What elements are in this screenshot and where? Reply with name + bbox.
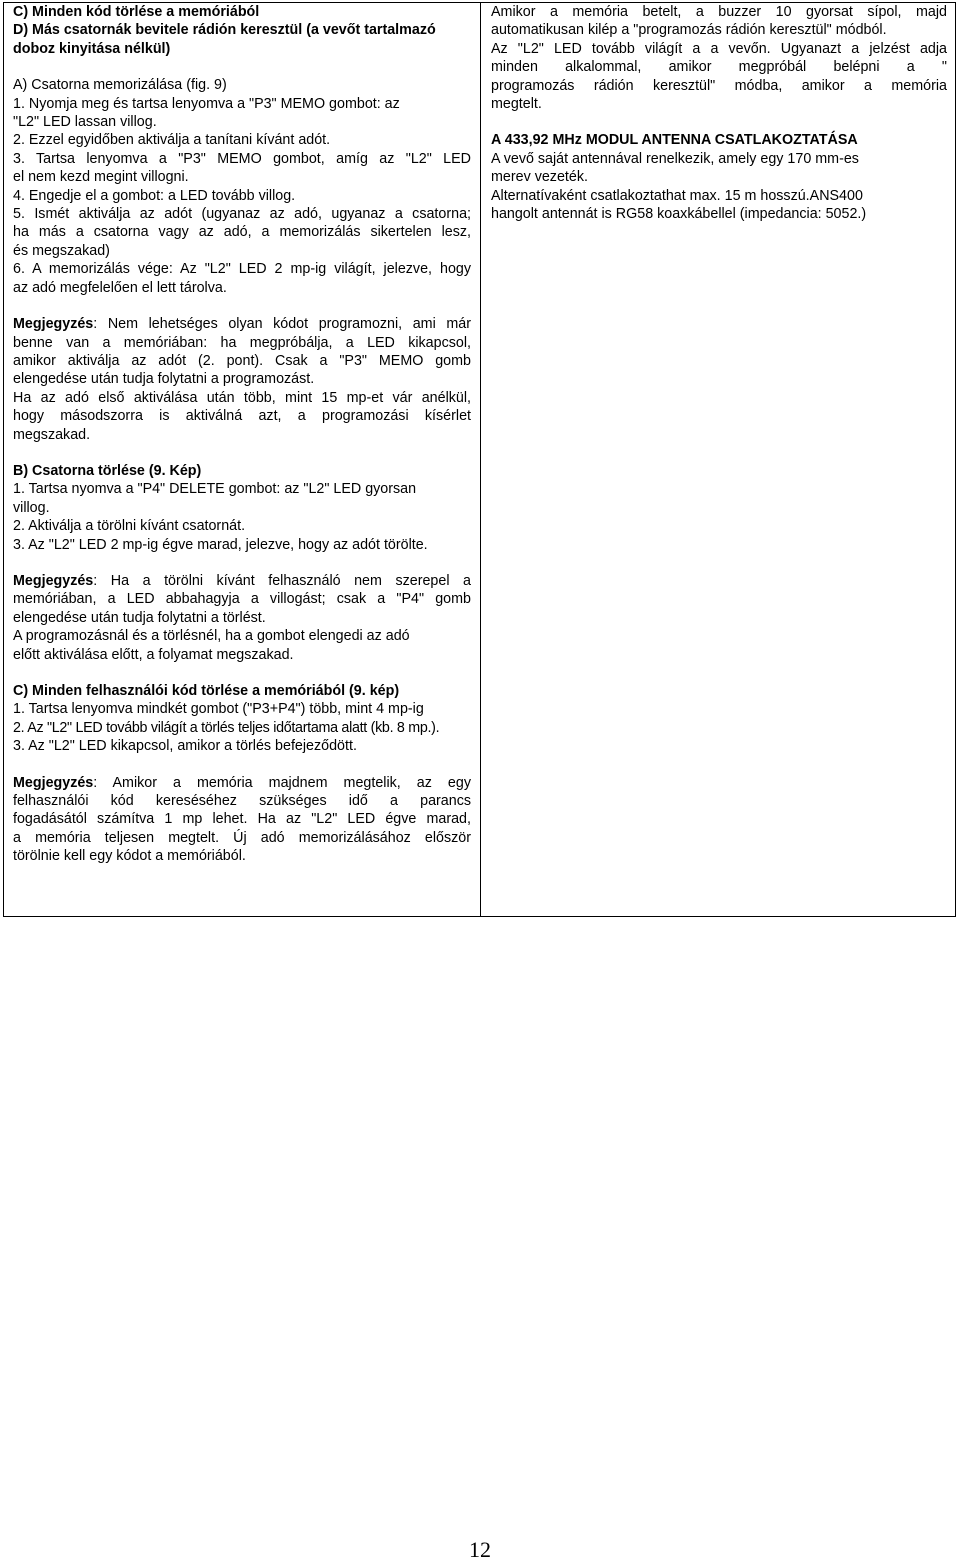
note-label: Megjegyzés (13, 572, 94, 589)
step-line: 6. A memorizálás vége: Az "L2" LED 2 mp-ig világít, jelezve, hogy (13, 261, 471, 278)
step-line: 3. Az "L2" LED kikapcsol, amikor a törlés befejeződött. (13, 738, 357, 755)
step-line: 1. Nyomja meg és tartsa lenyomva a "P3" MEMO gombot: az (13, 95, 400, 112)
note-line: memóriában, a LED abbahagyja a villogást; csak a "P4" gomb (13, 591, 471, 608)
note-line: előtt aktiválása előtt, a folyamat megszakad. (13, 646, 294, 663)
step-line: és megszakad) (13, 242, 110, 259)
antenna-section (491, 131, 947, 223)
step-line: 2. Ezzel egyidőben aktiválja a tanítani kívánt adót. (13, 132, 331, 149)
step-line: 5. Ismét aktiválja az adót (ugyanaz az adó, ugyanaz a csatorna; (13, 206, 471, 223)
step-line: az adó megfelelően el lett tárolva. (13, 279, 227, 296)
paragraph-line: programozás rádión keresztül" módba, amikor a memória (491, 77, 947, 94)
step-line: el nem kezd megint villogni. (13, 169, 189, 186)
note-line: megszakad. (13, 426, 91, 443)
note-1 (13, 315, 471, 444)
section-c (13, 682, 471, 756)
antenna-title: A 433,92 MHz MODUL ANTENNA CSATLAKOZTATÁSA (491, 132, 858, 149)
note-line: Megjegyzés: Ha a törölni kívánt felhasználó nem szerepel a (13, 572, 471, 589)
note-line: a memória teljesen megtelt. Új adó memorizálásához először (13, 829, 471, 846)
section-a-title: A) Csatorna memorizálása (fig. 9) (13, 77, 227, 94)
paragraph-line: megtelt. (491, 96, 542, 113)
note-line: Megjegyzés: Nem lehetséges olyan kódot programozni, ami már (13, 316, 471, 333)
step-line: 3. Az "L2" LED 2 mp-ig égve marad, jelezve, hogy az adót törölte. (13, 536, 428, 553)
note-line: elengedése után tudja folytatni a programozást. (13, 371, 315, 388)
note-3 (13, 774, 471, 866)
section-b-title: B) Csatorna törlése (9. Kép) (13, 462, 202, 479)
column-divider (480, 2, 481, 917)
note-label: Megjegyzés (13, 316, 94, 333)
left-column (13, 3, 471, 866)
step-line: 2. Az "L2" LED tovább világít a törlés teljes időtartama alatt (kb. 8 mp.). (13, 719, 440, 736)
section-c-title: C) Minden felhasználói kód törlése a memóriából (9. kép) (13, 683, 400, 699)
note-2 (13, 572, 471, 664)
note-line: amikor aktiválja az adót (2. pont). Csak a "P3" MEMO gomb (13, 352, 471, 369)
step-line: villog. (13, 499, 50, 516)
section-b (13, 462, 471, 554)
step-line: ha más a csatorna vagy az adó, a memorizálás sikertelen lesz, (13, 224, 471, 241)
antenna-line: A vevő saját antennával renelkezik, amely egy 170 mm-es (491, 150, 859, 167)
note-line: hogy másodszorra is aktiválná azt, a programozási kísérlet (13, 408, 471, 425)
step-line: "L2" LED lassan villog. (13, 114, 157, 131)
note-line: benne van a memóriában: ha megpróbálja, a LED kikapcsol, (13, 334, 471, 351)
step-line: 1. Tartsa lenyomva mindkét gombot ("P3+P4") több, mint 4 mp-ig (13, 701, 424, 718)
step-line: 4. Engedje el a gombot: a LED tovább villog. (13, 187, 296, 204)
note-line: A programozásnál és a törlésnél, ha a gombot elengedi az adó (13, 628, 410, 645)
paragraph-line: Az "L2" LED tovább világít a a vevőn. Ugyanazt a jelzést adja (491, 40, 947, 57)
note-line: Megjegyzés: Amikor a memória majdnem megtelik, az egy (13, 774, 471, 791)
note-line: fogadásától számítva 1 mp lehet. Ha az "L2" LED égve marad, (13, 811, 471, 828)
page-number: 12 (469, 1537, 491, 1562)
antenna-line: merev vezeték. (491, 169, 588, 186)
section-a (13, 76, 471, 297)
antenna-line: Alternatívaként csatlakoztathat max. 15 m hosszú.ANS400 (491, 187, 863, 204)
paragraph-line: automatikusan kilép a "programozás rádión keresztül" módból. (491, 22, 887, 39)
right-column (491, 3, 947, 223)
memory-full-paragraph (491, 3, 947, 113)
note-line: felhasználói kód kereséséhez szükséges idő a parancs (13, 793, 471, 810)
antenna-line: hangolt antennát is RG58 koaxkábellel (impedancia: 5052.) (491, 206, 867, 223)
note-label: Megjegyzés (13, 774, 94, 791)
note-line: elengedése után tudja folytatni a törlést. (13, 609, 266, 626)
heading-line: D) Más csatornák bevitele rádión keresztül (a vevőt tartalmazó (13, 22, 436, 39)
note-line: Ha az adó első aktiválása után több, mint 15 mp-et vár anélkül, (13, 389, 471, 406)
paragraph-line: minden alkalommal, amikor megpróbál belépni a " (491, 59, 947, 76)
note-line: törölnie kell egy kódot a memóriából. (13, 848, 246, 865)
left-heading-block (13, 3, 471, 58)
paragraph-line: Amikor a memória betelt, a buzzer 10 gyorsat sípol, majd (491, 4, 947, 20)
heading-line: doboz kinyitása nélkül) (13, 40, 171, 57)
step-line: 3. Tartsa lenyomva a "P3" MEMO gombot, amíg az "L2" LED (13, 150, 471, 167)
step-line: 2. Aktiválja a törölni kívánt csatornát. (13, 518, 246, 535)
heading-line: C) Minden kód törlése a memóriából (13, 4, 260, 20)
step-line: 1. Tartsa nyomva a "P4" DELETE gombot: az "L2" LED gyorsan (13, 481, 417, 498)
